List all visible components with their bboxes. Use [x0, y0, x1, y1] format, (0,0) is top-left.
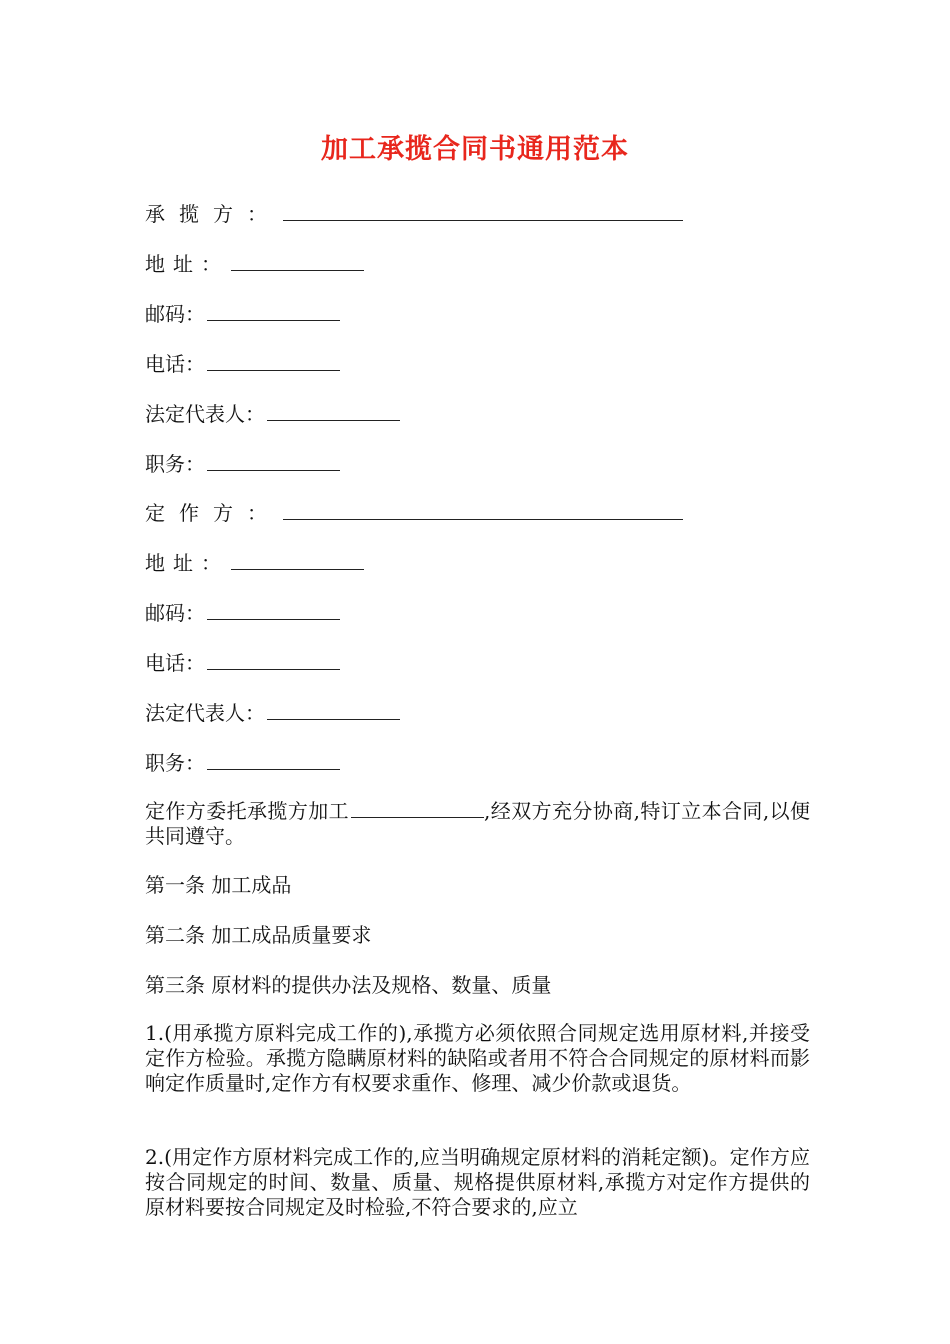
contractor-phone-label: 电话：: [145, 352, 205, 376]
client-position-label: 职务：: [145, 751, 205, 775]
contractor-legal-rep-label: 法定代表人：: [145, 402, 265, 426]
intro-text-before: 定作方委托承揽方加工: [145, 799, 350, 823]
client-postcode-blank[interactable]: [207, 599, 340, 620]
processing-item-blank[interactable]: [351, 799, 484, 818]
client-phone-line: [145, 649, 340, 676]
contractor-name-line: [145, 200, 683, 227]
clause-2-paragraph: 2.(用定作方原材料完成工作的,应当明确规定原材料的消耗定额)。定作方应按合同规定的时间、数量、质量、规格提供原材料,承揽方对定作方提供的原材料要按合同规定及时检验,不符合要求的,应立: [145, 1145, 810, 1219]
client-name-blank[interactable]: [283, 499, 683, 520]
clause-1-paragraph: 1.(用承揽方原料完成工作的),承揽方必须依照合同规定选用原材料,并接受定作方检验。承揽方隐瞒原材料的缺陷或者用不符合合同规定的原材料而影响定作质量时,定作方有权要求重作、修理、减少价款或退货。: [145, 1021, 810, 1095]
contractor-address-label: 地址：: [145, 252, 229, 276]
client-position-blank[interactable]: [207, 749, 340, 770]
client-legal-rep-label: 法定代表人：: [145, 701, 265, 725]
client-name-line: [145, 499, 683, 526]
contractor-position-label: 职务：: [145, 452, 205, 476]
article-2-heading: 第二条 加工成品质量要求: [145, 923, 372, 947]
contractor-postcode-blank[interactable]: [207, 300, 340, 321]
client-postcode-label: 邮码：: [145, 601, 205, 625]
contractor-legal-rep-line: [145, 400, 400, 427]
contractor-postcode-line: [145, 300, 340, 327]
client-name-label: 定作方：: [145, 501, 281, 525]
client-address-line: [145, 549, 364, 576]
client-legal-rep-line: [145, 699, 400, 726]
client-phone-label: 电话：: [145, 651, 205, 675]
contractor-position-blank[interactable]: [207, 450, 340, 471]
client-phone-blank[interactable]: [207, 649, 340, 670]
contractor-position-line: [145, 450, 340, 477]
client-legal-rep-blank[interactable]: [267, 699, 400, 720]
intro-paragraph: [145, 799, 810, 849]
contractor-name-blank[interactable]: [283, 200, 683, 221]
contractor-phone-blank[interactable]: [207, 350, 340, 371]
article-3-heading: 第三条 原材料的提供办法及规格、数量、质量: [145, 973, 552, 997]
contractor-address-blank[interactable]: [231, 250, 364, 271]
client-address-label: 地址：: [145, 551, 229, 575]
client-position-line: [145, 749, 340, 776]
contractor-address-line: [145, 250, 364, 277]
client-address-blank[interactable]: [231, 549, 364, 570]
contractor-legal-rep-blank[interactable]: [267, 400, 400, 421]
document-title: 加工承揽合同书通用范本: [321, 134, 629, 165]
contractor-phone-line: [145, 350, 340, 377]
intro-text-after: ,经双方充分协商,特订立本合同,以便共同遵守。: [145, 799, 810, 848]
article-1-heading: 第一条 加工成品: [145, 873, 292, 897]
client-postcode-line: [145, 599, 340, 626]
contractor-postcode-label: 邮码：: [145, 302, 205, 326]
contractor-name-label: 承揽方：: [145, 202, 281, 226]
